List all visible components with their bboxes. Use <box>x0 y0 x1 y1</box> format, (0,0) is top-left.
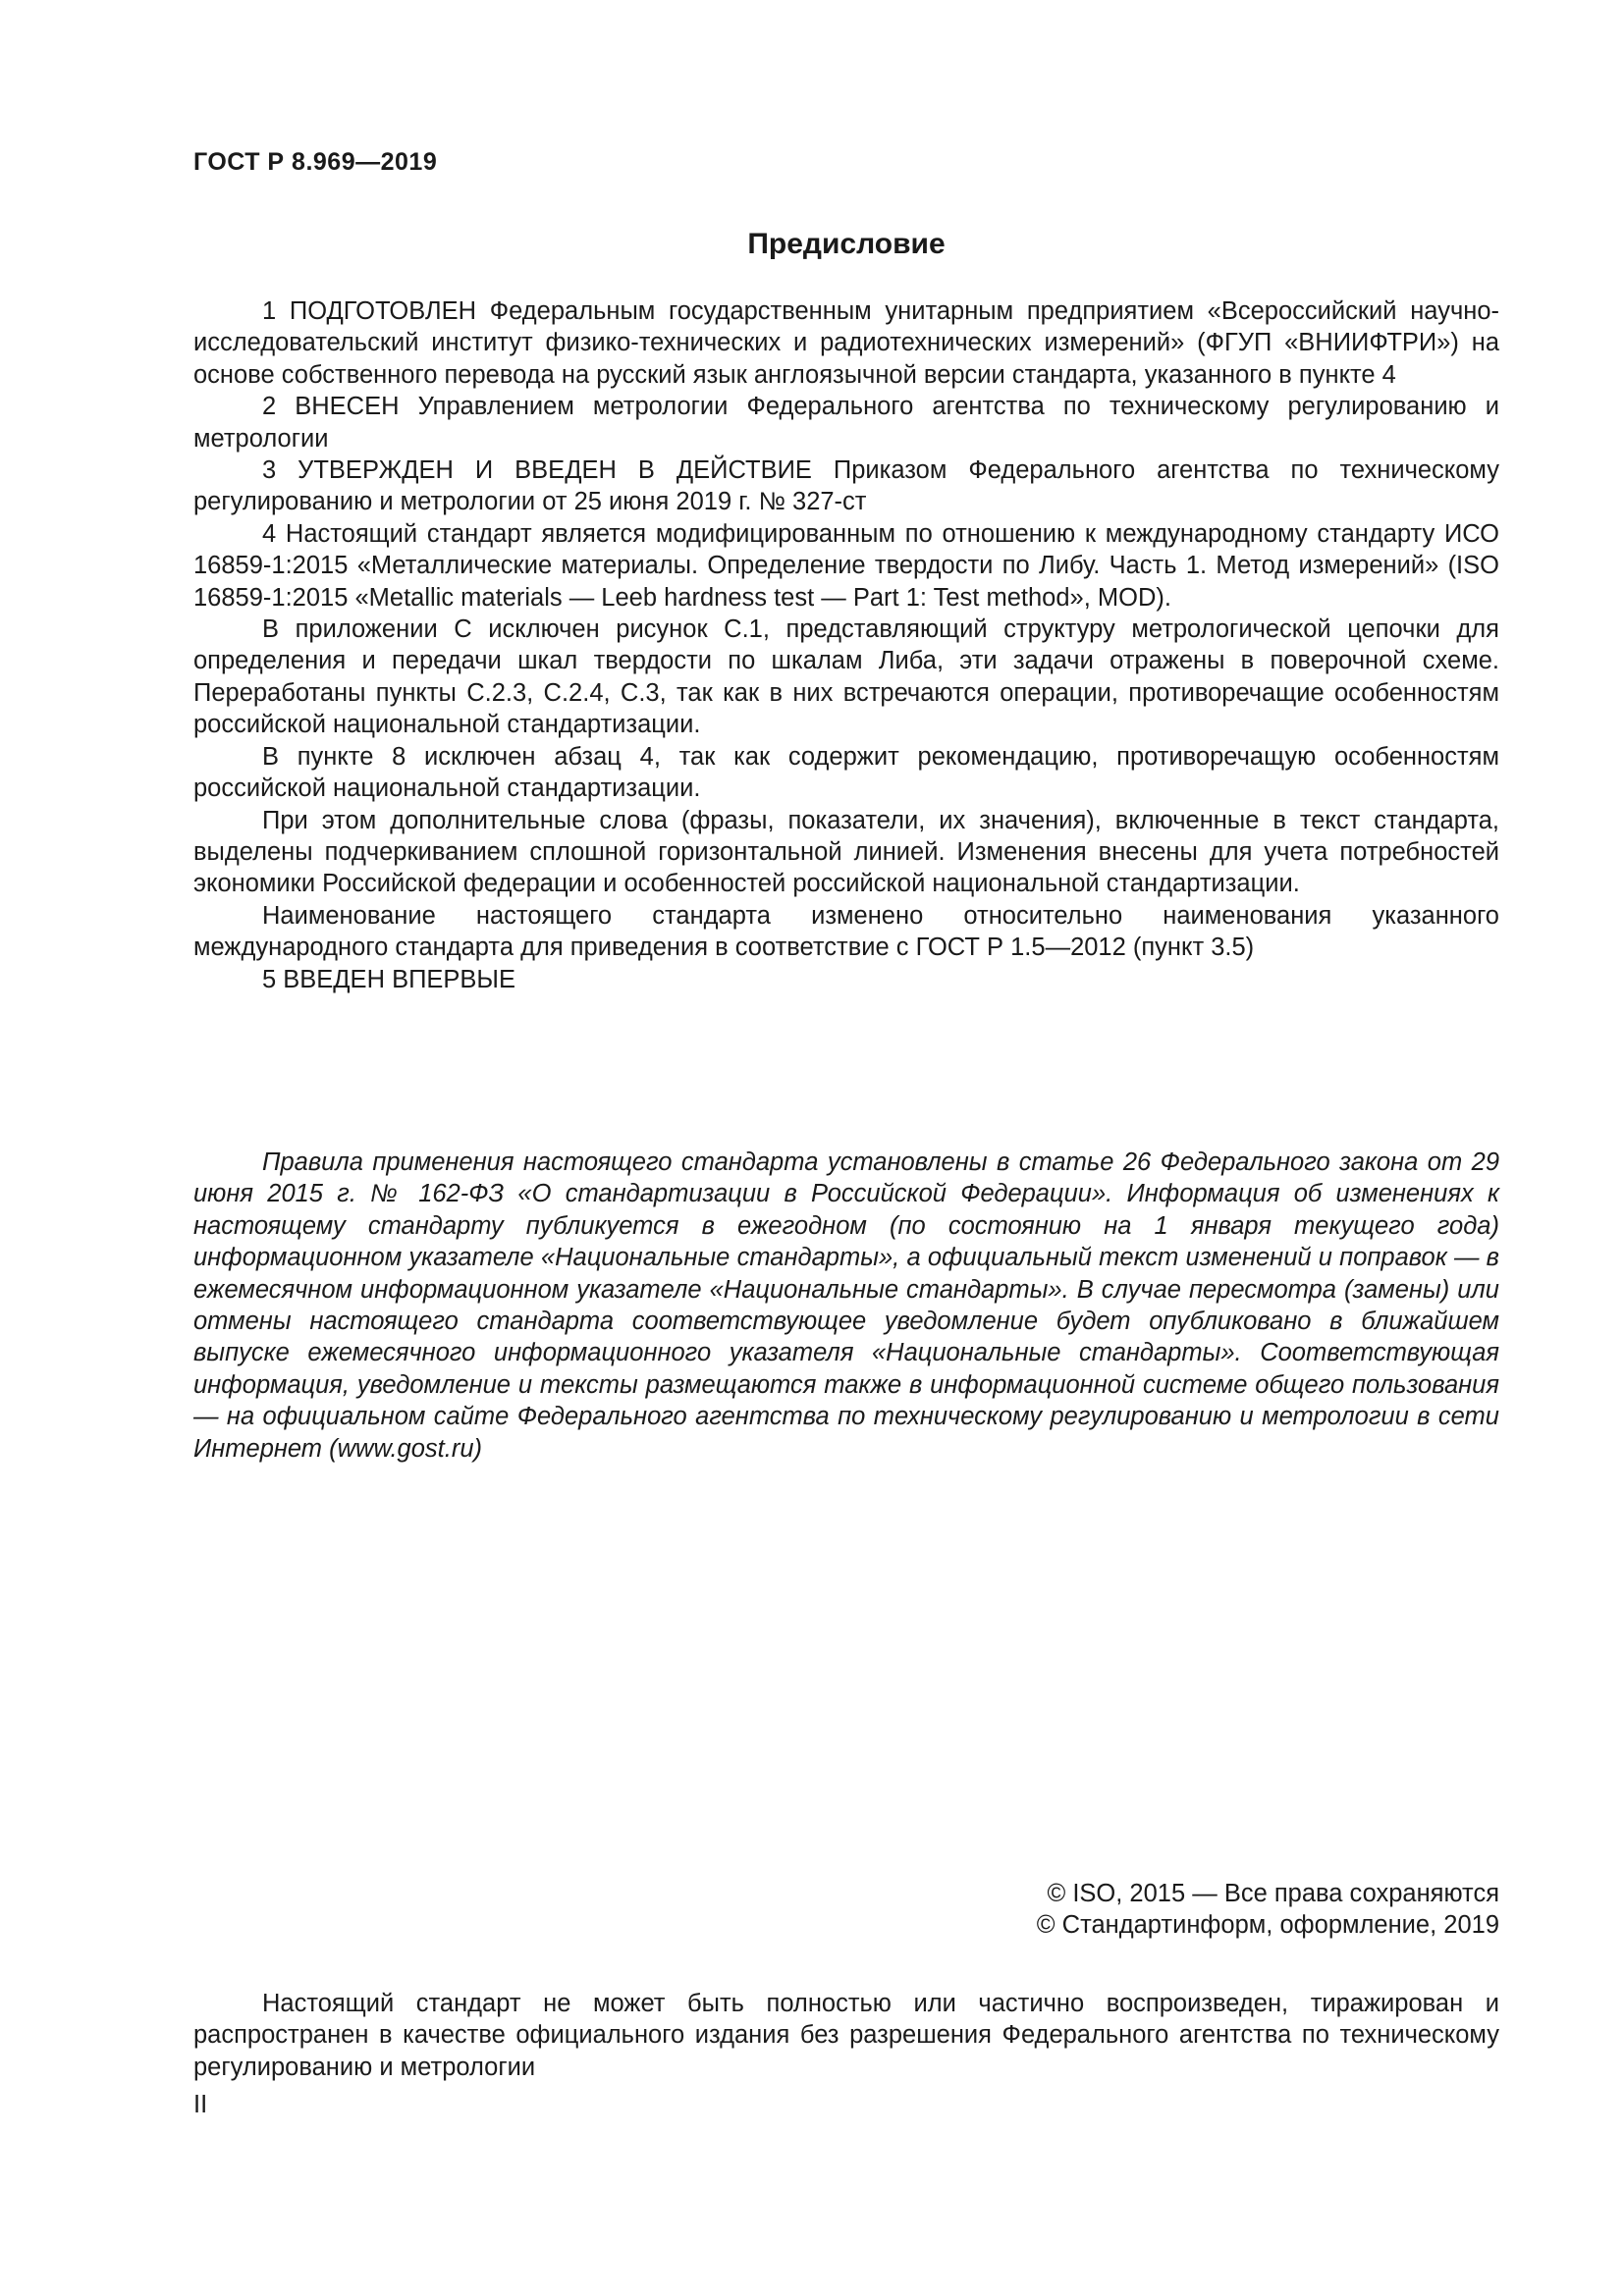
reproduction-notice <box>193 1988 1499 2083</box>
foreword-paragraph-5: В приложении С исключен рисунок С.1, представляющий структуру метрологической цепочки для определения и передачи шкал твердости по шкалам Либа, эти задачи отражены в поверочной схеме. Переработаны пункты С.2.3, С.2.4, С.3, так как в них встречаются операции, противоречащие особенностям российской национальной стандартизации. <box>193 615 1499 739</box>
copyright-block <box>1037 1878 1499 1942</box>
page-number: II <box>193 2091 208 2118</box>
foreword-paragraph-4: 4 Настоящий стандарт является модифицированным по отношению к международному стандарту ИСО 16859-1:2015 «Металлические материалы. Определение твердости по Либу. Часть 1. Метод измерений» (ISO 16859-1:2015 «Metallic materials — Leeb hardness test — Part 1: Test method», MOD). <box>193 519 1499 612</box>
foreword-title: Предисловие <box>747 228 946 260</box>
foreword-paragraph-3: 3 УТВЕРЖДЕН И ВВЕДЕН В ДЕЙСТВИЕ Приказом Федерального агентства по техническому регулированию и метрологии от 25 июня 2019 г. № 327-ст <box>193 456 1499 516</box>
foreword-section <box>193 295 1499 995</box>
foreword-paragraph-8: Наименование настоящего стандарта изменено относительно наименования указанного международного стандарта для приведения в соответствие с ГОСТ Р 1.5—2012 (пункт 3.5) <box>193 901 1499 962</box>
copyright-standartinform: © Стандартинформ, оформление, 2019 <box>1036 1911 1499 1940</box>
reproduction-notice-text: Настоящий стандарт не может быть полностью или частично воспроизведен, тиражирован и распространен в качестве официального издания без разрешения Федерального агентства по техническому регулированию и метрологии <box>193 1990 1499 2081</box>
document-code: ГОСТ Р 8.969—2019 <box>193 148 438 176</box>
foreword-paragraph-1: 1 ПОДГОТОВЛЕН Федеральным государственным унитарным предприятием «Всероссийский научно-исследовательский институт физико-технических и радиотехнических измерений» (ФГУП «ВНИИФТРИ») на основе собственного перевода на русский язык англоязычной версии стандарта, указанного в пункте 4 <box>193 297 1499 389</box>
foreword-paragraph-6: В пункте 8 исключен абзац 4, так как содержит рекомендацию, противоречащую особенностям российской национальной стандартизации. <box>193 742 1499 803</box>
application-rules-text: Правила применения настоящего стандарта установлены в статье 26 Федерального закона от 29 июня 2015 г. № 162-ФЗ «О стандартизации в Российской Федерации». Информация об изменениях к настоящему стандарту публикуется в ежегодном (по состоянию на 1 января текущего года) информационном указателе «Национальные стандарты», а официальный текст изменений и поправок — в ежемесячном информационном указателе «Национальные стандарты». В случае пересмотра (замены) или отмены настоящего стандарта соответствующее уведомление будет опубликовано в ближайшем выпуске ежемесячного информационного указателя «Национальные стандарты». Соответствующая информация, уведомление и тексты размещаются также в информационной системе общего пользования — на официальном сайте Федерального агентства по техническому регулированию и метрологии в сети Интернет (www.gost.ru) <box>193 1148 1499 1463</box>
foreword-paragraph-2: 2 ВНЕСЕН Управлением метрологии Федерального агентства по техническому регулированию и метрологии <box>193 393 1499 453</box>
application-rules-block <box>193 1147 1499 1465</box>
foreword-paragraph-7: При этом дополнительные слова (фразы, показатели, их значения), включенные в текст стандарта, выделены подчеркиванием сплошной горизонтальной линией. Изменения внесены для учета потребностей экономики Российской федерации и особенностей российской национальной стандартизации. <box>193 806 1499 898</box>
foreword-paragraph-9: 5 ВВЕДЕН ВПЕРВЫЕ <box>262 965 516 993</box>
copyright-iso: © ISO, 2015 — Все права сохраняются <box>1047 1880 1499 1907</box>
